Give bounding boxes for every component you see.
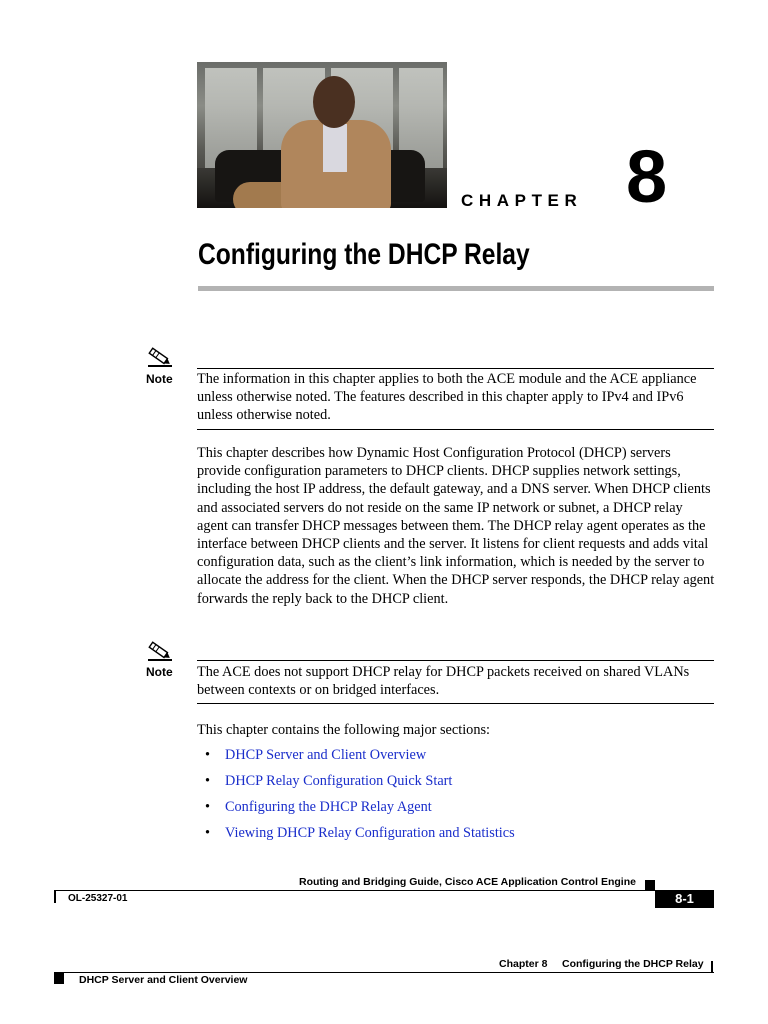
- footer-doc-number: OL-25327-01: [68, 893, 128, 904]
- running-header-rule: [54, 972, 714, 973]
- note-top-rule: [197, 660, 714, 661]
- note-bottom-rule: [197, 703, 714, 704]
- note-text: The ACE does not support DHCP relay for DHCP packets received on shared VLANs between contexts or on bridged interfaces.: [197, 664, 690, 699]
- footer-marker: [645, 880, 655, 890]
- footer-rule: [54, 890, 714, 891]
- pencil-note-icon: [147, 346, 173, 368]
- note-bottom-rule: [197, 429, 714, 430]
- running-header-tick: [711, 961, 713, 972]
- chapter-number: 8: [626, 135, 668, 218]
- section-link[interactable]: • Viewing DHCP Relay Configuration and Statistics: [205, 823, 515, 849]
- section-link[interactable]: • DHCP Relay Configuration Quick Start: [205, 771, 515, 797]
- page-title: Configuring the DHCP Relay: [198, 238, 530, 271]
- note-label: Note: [146, 665, 173, 679]
- section-link[interactable]: • Configuring the DHCP Relay Agent: [205, 797, 515, 823]
- title-rule: [198, 286, 714, 291]
- footer-tick: [54, 891, 56, 903]
- chapter-label: CHAPTER: [461, 191, 583, 210]
- page-number: 8-1: [655, 890, 714, 908]
- pencil-note-icon: [147, 640, 173, 662]
- note-label: Note: [146, 372, 173, 386]
- note-text: The information in this chapter applies to both the ACE module and the ACE appliance unless otherwise noted. The features described in this chapter apply to IPv4 and IPv6 unless otherwise noted.: [197, 371, 697, 424]
- note-top-rule: [197, 368, 714, 369]
- running-header-section: DHCP Server and Client Overview: [79, 974, 248, 986]
- footer-book-title: Routing and Bridging Guide, Cisco ACE Application Control Engine: [299, 876, 636, 888]
- sections-intro: This chapter contains the following major sections:: [197, 722, 491, 738]
- running-header-marker: [54, 973, 64, 984]
- section-links: [205, 745, 515, 849]
- running-header-title: Configuring the DHCP Relay: [562, 958, 704, 970]
- running-header-chapter: Chapter 8: [499, 958, 548, 970]
- chapter-photo: [197, 62, 447, 208]
- section-link[interactable]: • DHCP Server and Client Overview: [205, 745, 515, 771]
- intro-paragraph: This chapter describes how Dynamic Host Configuration Protocol (DHCP) servers provide configuration parameters to DHCP clients. DHCP supplies network settings, including the host IP address, the default gateway, and a DNS server. When DHCP clients and associated servers do not reside on the same IP network or subnet, a DHCP relay agent can transfer DHCP messages between them. The DHCP relay agent operates as the interface between DHCP clients and the server. It listens for client requests and adds vital configuration data, such as the client’s link information, which is needed by the server to allocate the address for the client. When the DHCP server responds, the DHCP relay agent forwards the reply back to the DHCP client.: [197, 445, 715, 607]
